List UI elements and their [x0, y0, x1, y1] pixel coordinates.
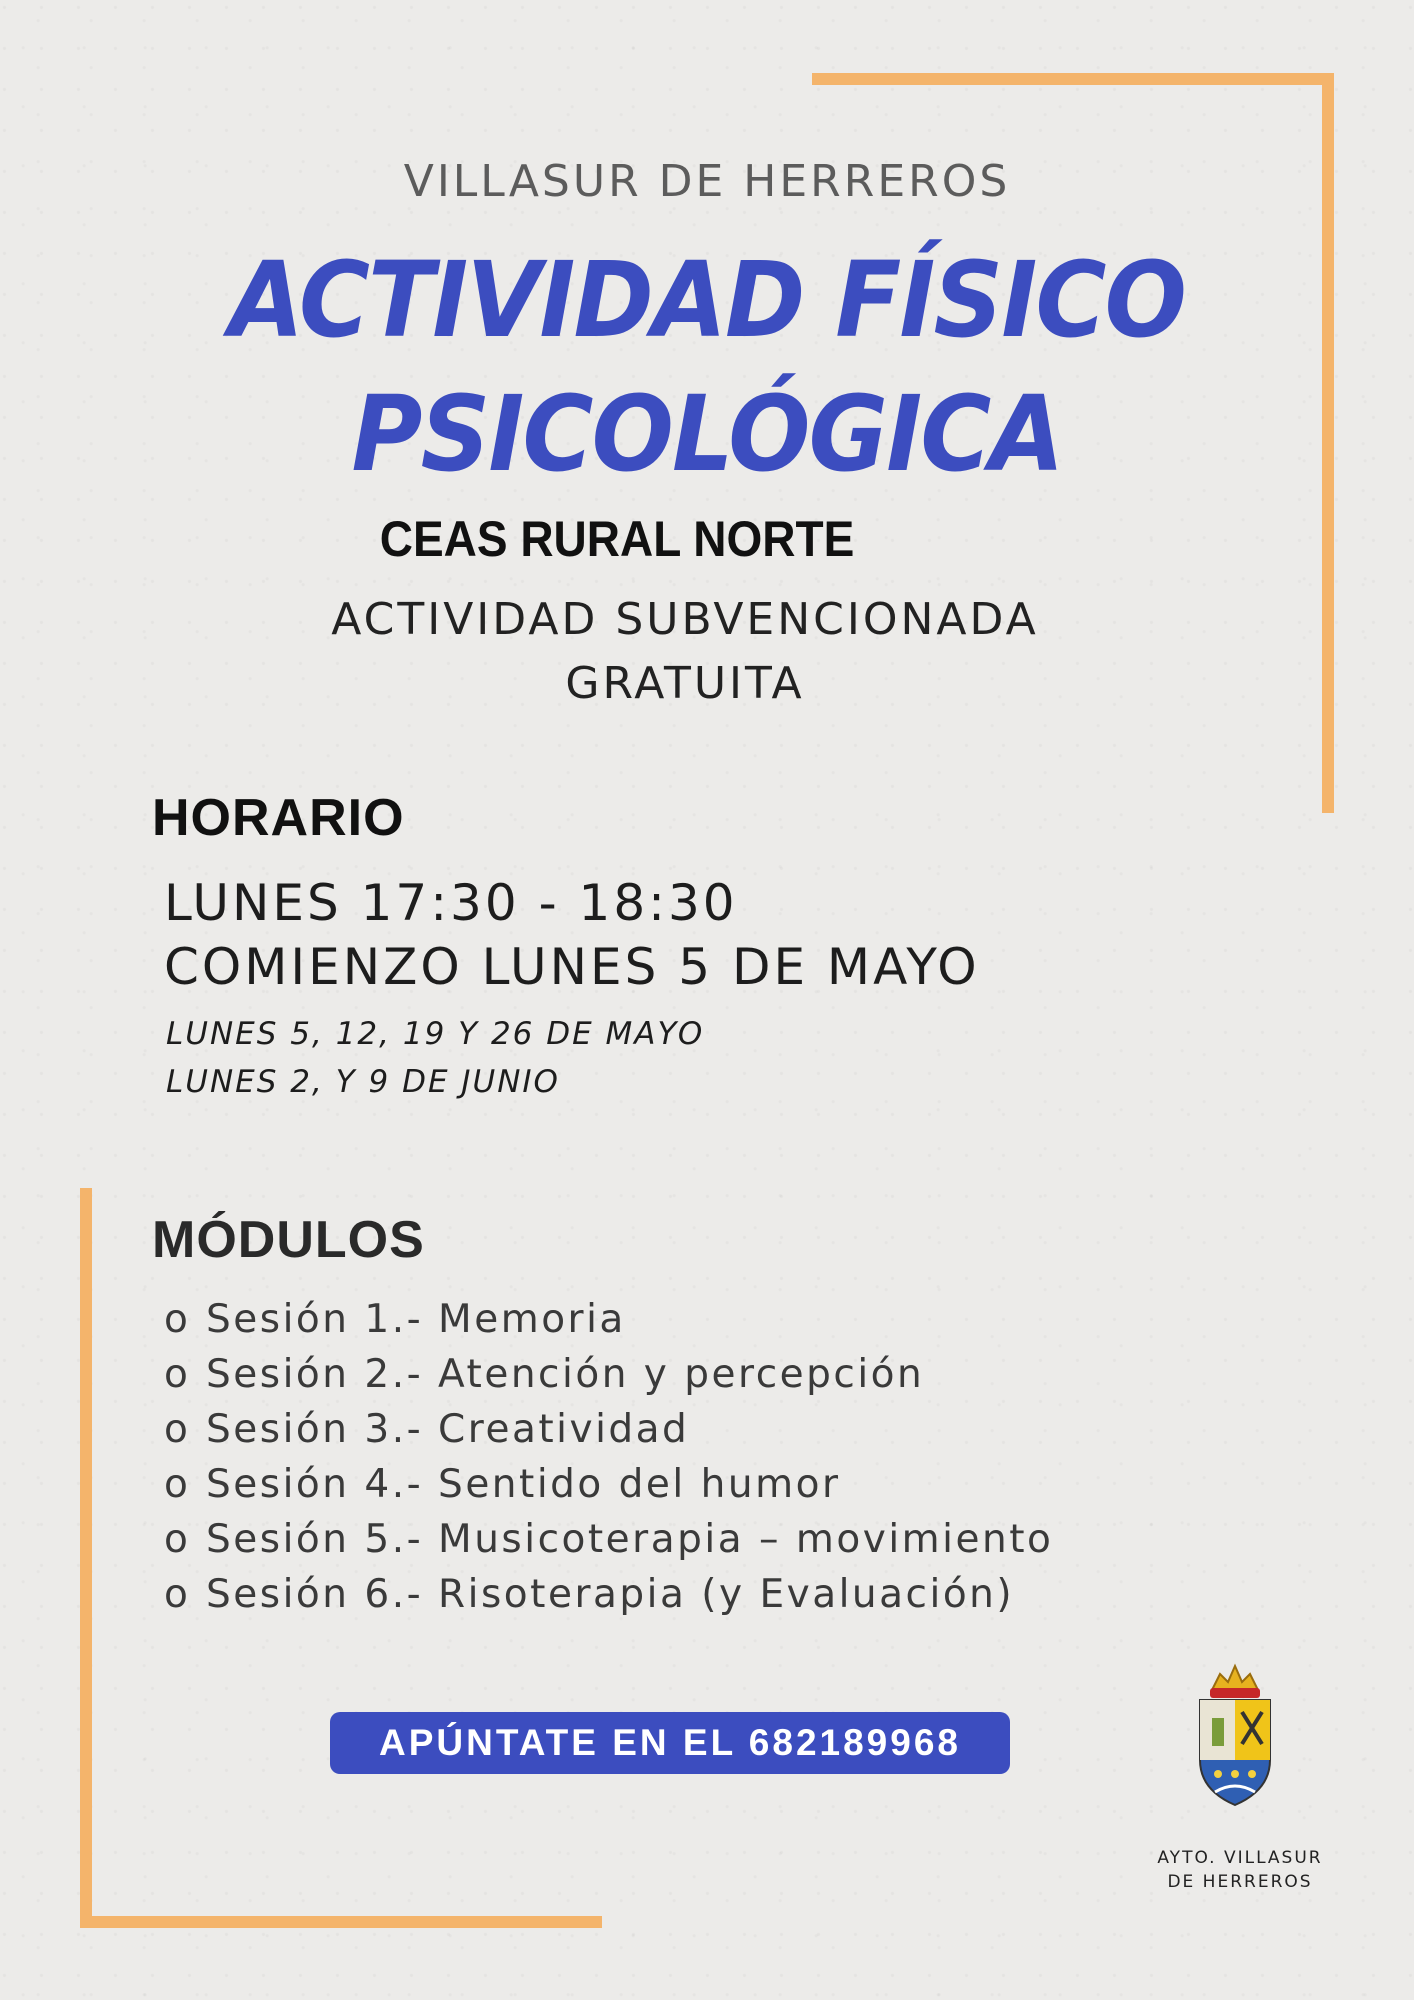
schedule-heading: HORARIO	[152, 789, 405, 847]
organizer: CEAS RURAL NORTE	[379, 511, 855, 567]
bullet-icon: o	[164, 1517, 191, 1562]
frame-left-line	[80, 1188, 92, 1928]
bullet-icon: o	[164, 1572, 191, 1617]
title-line-1: ACTIVIDAD FÍSICO	[229, 239, 1185, 361]
footer-ayto-line-2: DE HERREROS	[1167, 1872, 1313, 1892]
list-item	[164, 1402, 1053, 1457]
bullet-icon: o	[164, 1407, 191, 1452]
modules-heading: MÓDULOS	[152, 1211, 425, 1269]
list-item	[164, 1292, 1053, 1347]
frame-bottom-line	[80, 1916, 602, 1928]
module-label: Sesión 1.- Memoria	[206, 1297, 626, 1342]
schedule-start: COMIENZO LUNES 5 DE MAYO	[164, 938, 980, 996]
bullet-icon: o	[164, 1352, 191, 1397]
module-label: Sesión 2.- Atención y percepción	[206, 1352, 925, 1397]
list-item	[164, 1457, 1053, 1512]
bullet-icon: o	[164, 1297, 191, 1342]
subsidy-line-2: GRATUITA	[565, 658, 805, 709]
title-line-2: PSICOLÓGICA	[351, 373, 1063, 495]
list-item	[164, 1512, 1053, 1567]
signup-phone-button[interactable]: APÚNTATE EN EL 682189968	[330, 1712, 1010, 1774]
coat-of-arms-icon	[1190, 1660, 1280, 1810]
list-item	[164, 1347, 1053, 1402]
schedule-dates-may: LUNES 5, 12, 19 Y 26 DE MAYO	[166, 1016, 705, 1052]
bullet-icon: o	[164, 1462, 191, 1507]
subsidy-line-1: ACTIVIDAD SUBVENCIONADA	[331, 594, 1039, 645]
town-name: VILLASUR DE HERREROS	[403, 156, 1011, 207]
schedule-time: LUNES 17:30 - 18:30	[164, 874, 738, 932]
module-label: Sesión 6.- Risoterapia (y Evaluación)	[206, 1572, 1015, 1617]
module-label: Sesión 5.- Musicoterapia – movimiento	[206, 1517, 1054, 1562]
list-item	[164, 1567, 1053, 1622]
footer-ayto-line-1: AYTO. VILLASUR	[1157, 1848, 1323, 1868]
module-label: Sesión 4.- Sentido del humor	[206, 1462, 841, 1507]
schedule-dates-june: LUNES 2, Y 9 DE JUNIO	[166, 1064, 560, 1100]
frame-top-line	[812, 73, 1334, 85]
module-label: Sesión 3.- Creatividad	[206, 1407, 690, 1452]
modules-list	[164, 1292, 1053, 1622]
